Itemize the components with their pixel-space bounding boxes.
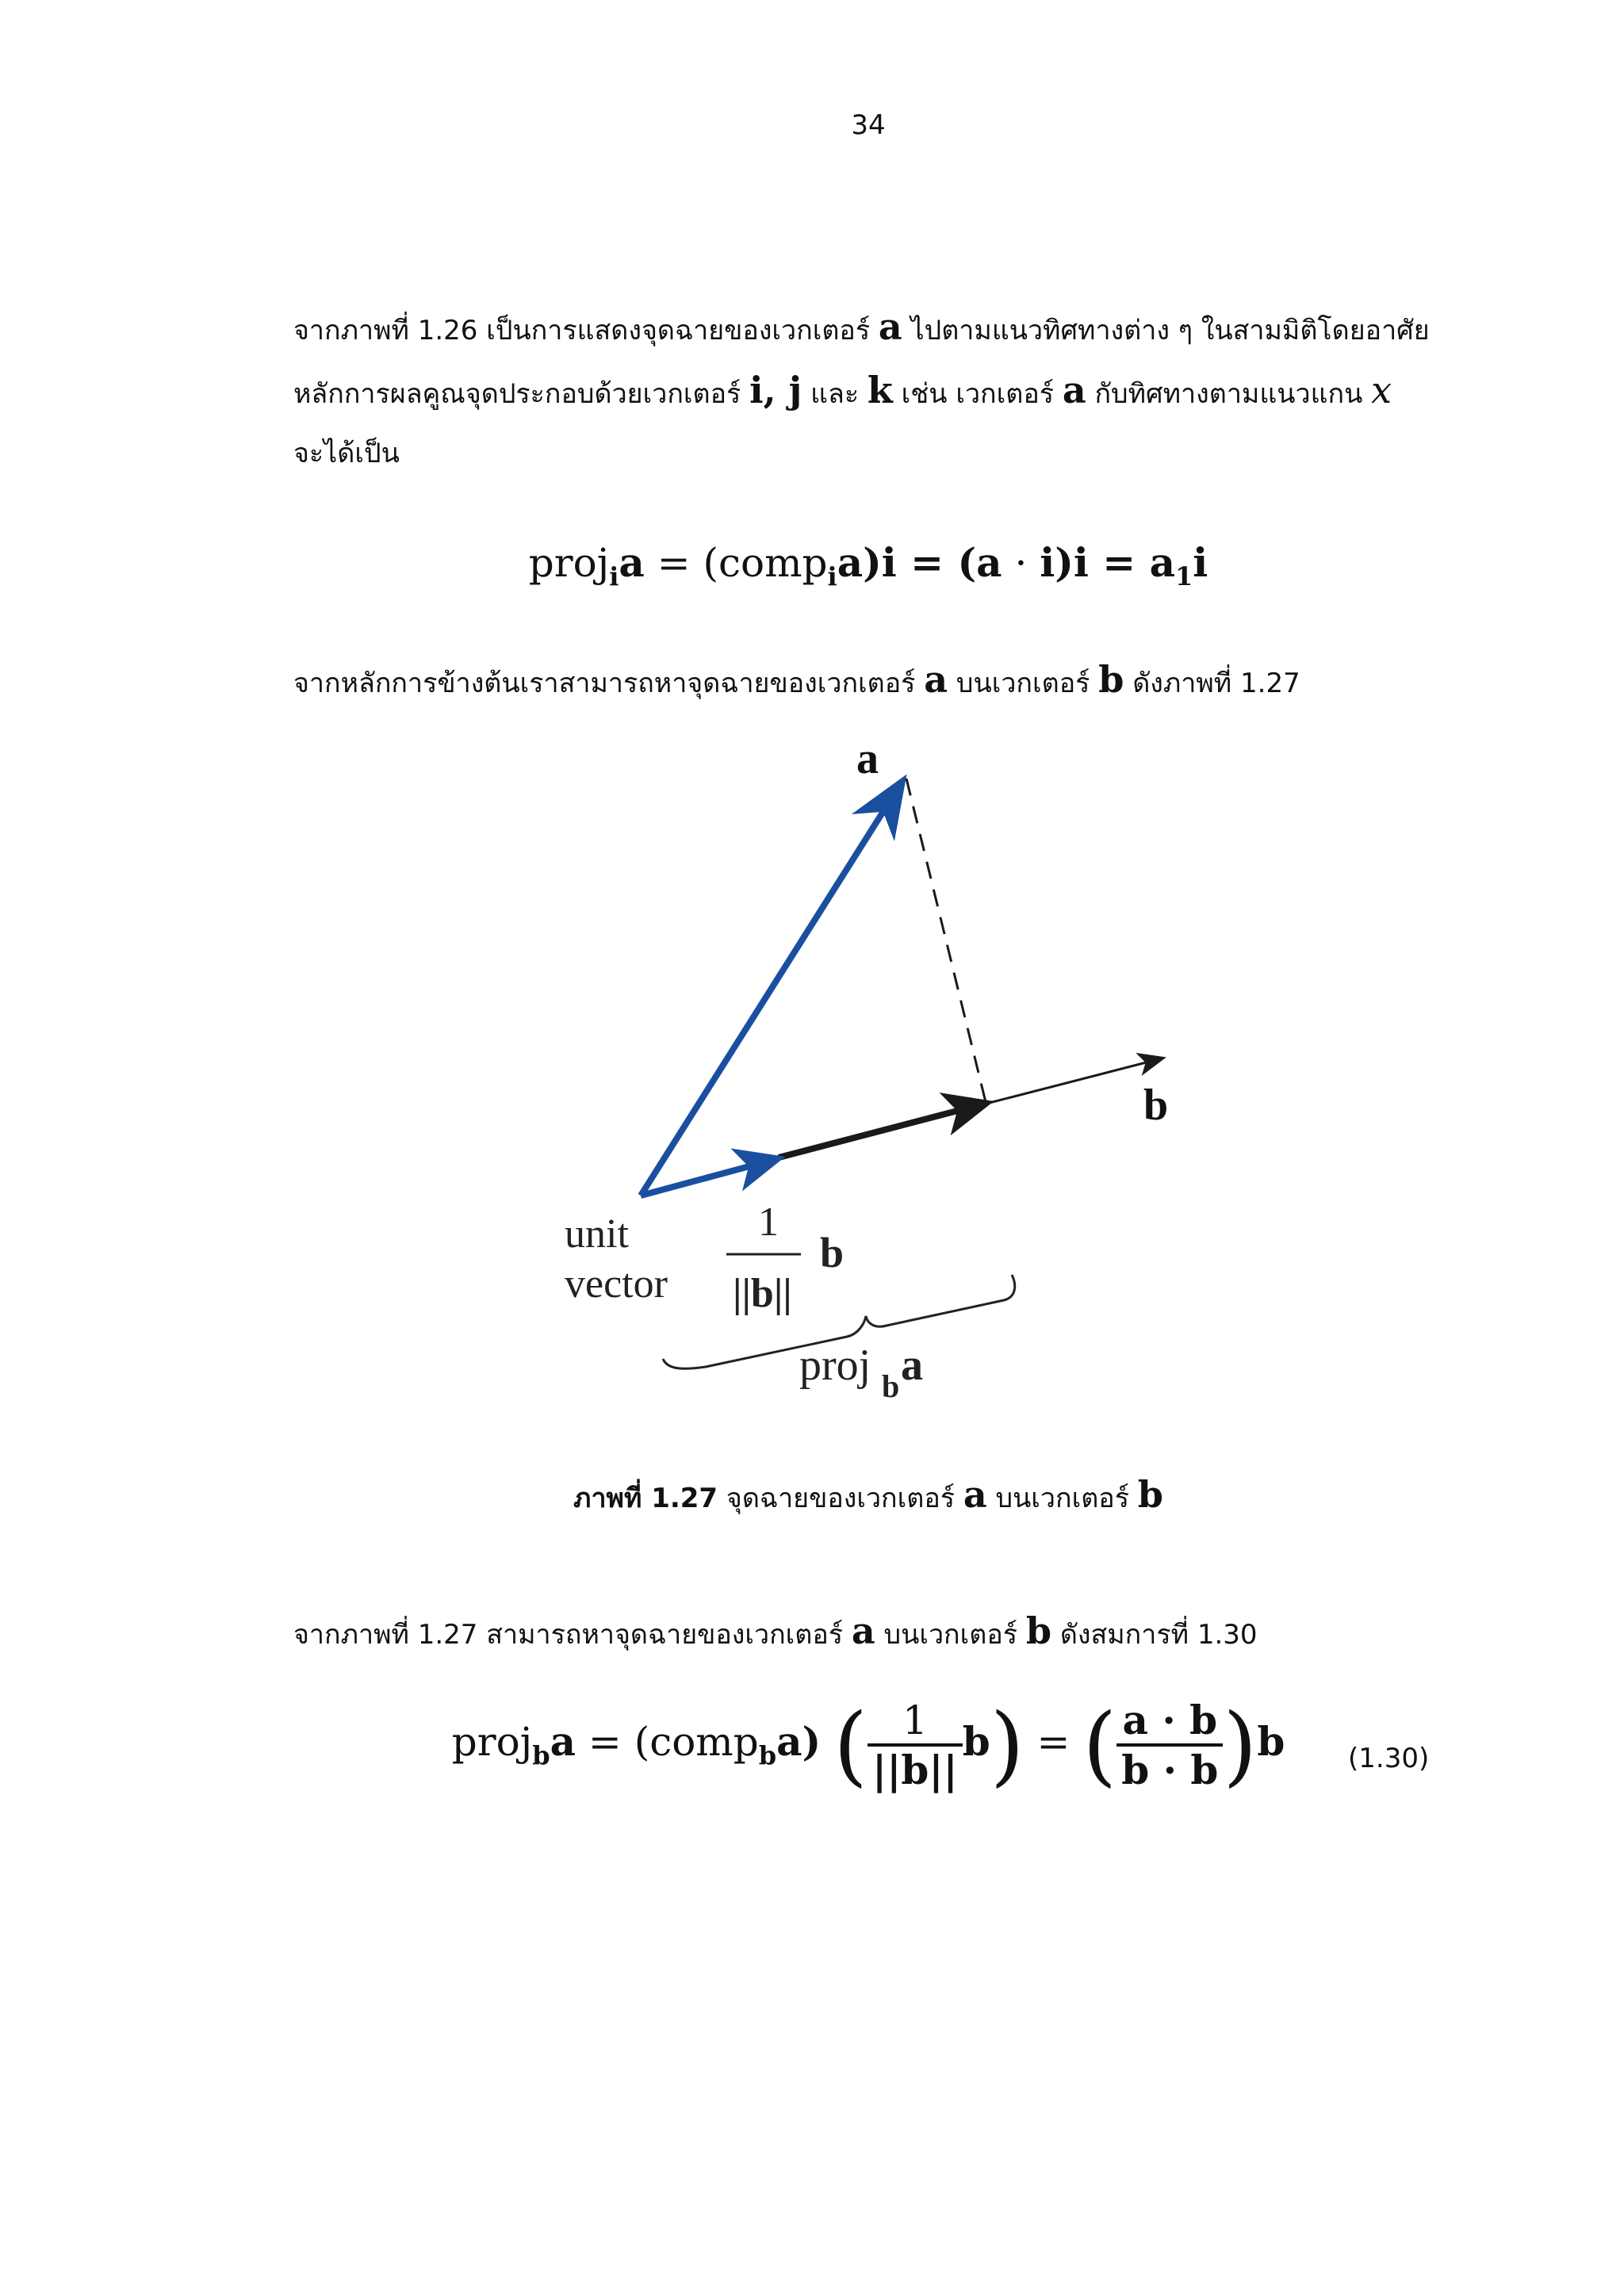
- projection-figure: [0, 714, 1624, 1506]
- frac-numerator: 1: [902, 1697, 928, 1743]
- eq-text: = (comp: [657, 540, 828, 586]
- proj-label: proj: [799, 1341, 871, 1390]
- eq-text: )i = (: [863, 539, 977, 586]
- projection-arrow: [779, 1104, 982, 1158]
- para1-text: หลักการผลคูณจุดประกอบด้วยเวกเตอร์: [293, 378, 741, 410]
- eq-text: =: [1036, 1719, 1071, 1765]
- vector-a-symbol: a: [1062, 369, 1086, 411]
- eq-text: )i = a: [1055, 539, 1175, 586]
- axis-x-symbol: x: [1371, 369, 1392, 411]
- caption-label: ภาพที่ 1.27: [573, 1483, 718, 1514]
- eq-subscript: b: [532, 1740, 550, 1770]
- right-paren: ): [990, 1694, 1025, 1796]
- page-number: 34: [851, 109, 886, 141]
- frac-denominator: ||b||: [733, 1271, 792, 1316]
- label-vector: vector: [565, 1261, 668, 1307]
- eq-subscript: b: [758, 1740, 777, 1770]
- proj-subscript: b: [882, 1368, 900, 1404]
- eq-subscript: i: [609, 561, 619, 591]
- eq-text: proj: [451, 1719, 533, 1765]
- vector-b-symbol: b: [1098, 658, 1124, 701]
- frac-numerator: a · b: [1122, 1697, 1218, 1743]
- frac-denominator: ||b||: [868, 1743, 963, 1793]
- fraction-one-over-norm-b: [868, 1697, 963, 1793]
- para1-text: จากภาพที่ 1.26 เป็นการแสดงจุดฉายของเวกเตอร์: [293, 315, 871, 346]
- para1-line1: [293, 297, 1451, 361]
- equation-number: (1.30): [1348, 1743, 1430, 1774]
- para2-text: บนเวกเตอร์: [956, 668, 1090, 699]
- para1-line2: [293, 361, 1451, 424]
- vector-a-symbol: a: [963, 1473, 987, 1516]
- para1-text: ไปตามแนวทิศทางต่าง ๆ ในสามมิติโดยอาศัย: [910, 315, 1430, 346]
- eq-text: = (comp: [588, 1719, 759, 1765]
- para1-line3: [293, 424, 1451, 484]
- vector-b-symbol: b: [1025, 1609, 1052, 1652]
- vector-b-line: [983, 1058, 1162, 1104]
- projection-equation-i: [0, 539, 1624, 591]
- eq-vector: b: [1257, 1718, 1285, 1765]
- fraction-a-dot-b-over-b-dot-b: [1116, 1697, 1223, 1793]
- perpendicular-dashed-line: [906, 779, 986, 1102]
- vector-a-symbol: a: [924, 658, 948, 701]
- eq-text: ·: [1002, 540, 1040, 586]
- proj-a: a: [901, 1341, 923, 1390]
- eq-text: proj: [528, 540, 610, 586]
- frac-b: b: [820, 1229, 845, 1276]
- para1-text: เช่น เวกเตอร์: [901, 378, 1055, 410]
- eq-vector: a: [976, 539, 1002, 586]
- para1-text: และ: [810, 378, 860, 410]
- label-unit: unit: [565, 1211, 629, 1257]
- frac-denominator: b · b: [1116, 1743, 1223, 1793]
- eq-subscript: 1: [1175, 561, 1193, 591]
- paragraph-2: [293, 650, 1451, 714]
- para3-text: ดังสมการที่ 1.30: [1059, 1619, 1258, 1651]
- para3-text: จากภาพที่ 1.27 สามารถหาจุดฉายของเวกเตอร์: [293, 1619, 844, 1651]
- vector-ij-symbol: i, j: [749, 369, 802, 411]
- eq-vector: a: [550, 1718, 576, 1765]
- intro-paragraph: [293, 297, 1451, 484]
- eq-vector: a): [776, 1718, 822, 1765]
- label-a: a: [856, 734, 879, 783]
- eq-subscript: i: [827, 561, 837, 591]
- para1-text: กับทิศทางตามแนวแกน: [1094, 378, 1363, 410]
- vector-a-symbol: a: [878, 305, 902, 348]
- frac-numerator: 1: [758, 1200, 779, 1245]
- eq-vector: a: [837, 539, 864, 586]
- right-paren: ): [1223, 1694, 1258, 1796]
- figure-caption: [0, 1473, 1624, 1519]
- para2-text: จากหลักการข้างต้นเราสามารถหาจุดฉายของเวกเตอร์: [293, 668, 916, 699]
- eq-vector: b: [962, 1718, 990, 1765]
- left-paren: (: [833, 1694, 868, 1796]
- eq-vector: i: [1193, 539, 1208, 586]
- eq-vector: i: [1040, 539, 1055, 586]
- vector-b-symbol: b: [1137, 1473, 1163, 1516]
- vector-a-symbol: a: [851, 1609, 875, 1652]
- caption-text: จุดฉายของเวกเตอร์: [726, 1483, 956, 1514]
- eq-vector: a: [619, 539, 645, 586]
- left-paren: (: [1082, 1694, 1117, 1796]
- caption-text: บนเวกเตอร์: [995, 1483, 1129, 1514]
- paragraph-3: [293, 1601, 1451, 1665]
- vector-k-symbol: k: [867, 369, 893, 411]
- para3-text: บนเวกเตอร์: [883, 1619, 1018, 1651]
- para2-text: ดังภาพที่ 1.27: [1132, 668, 1300, 699]
- label-b: b: [1143, 1081, 1169, 1130]
- para1-text: จะได้เป็น: [293, 438, 400, 469]
